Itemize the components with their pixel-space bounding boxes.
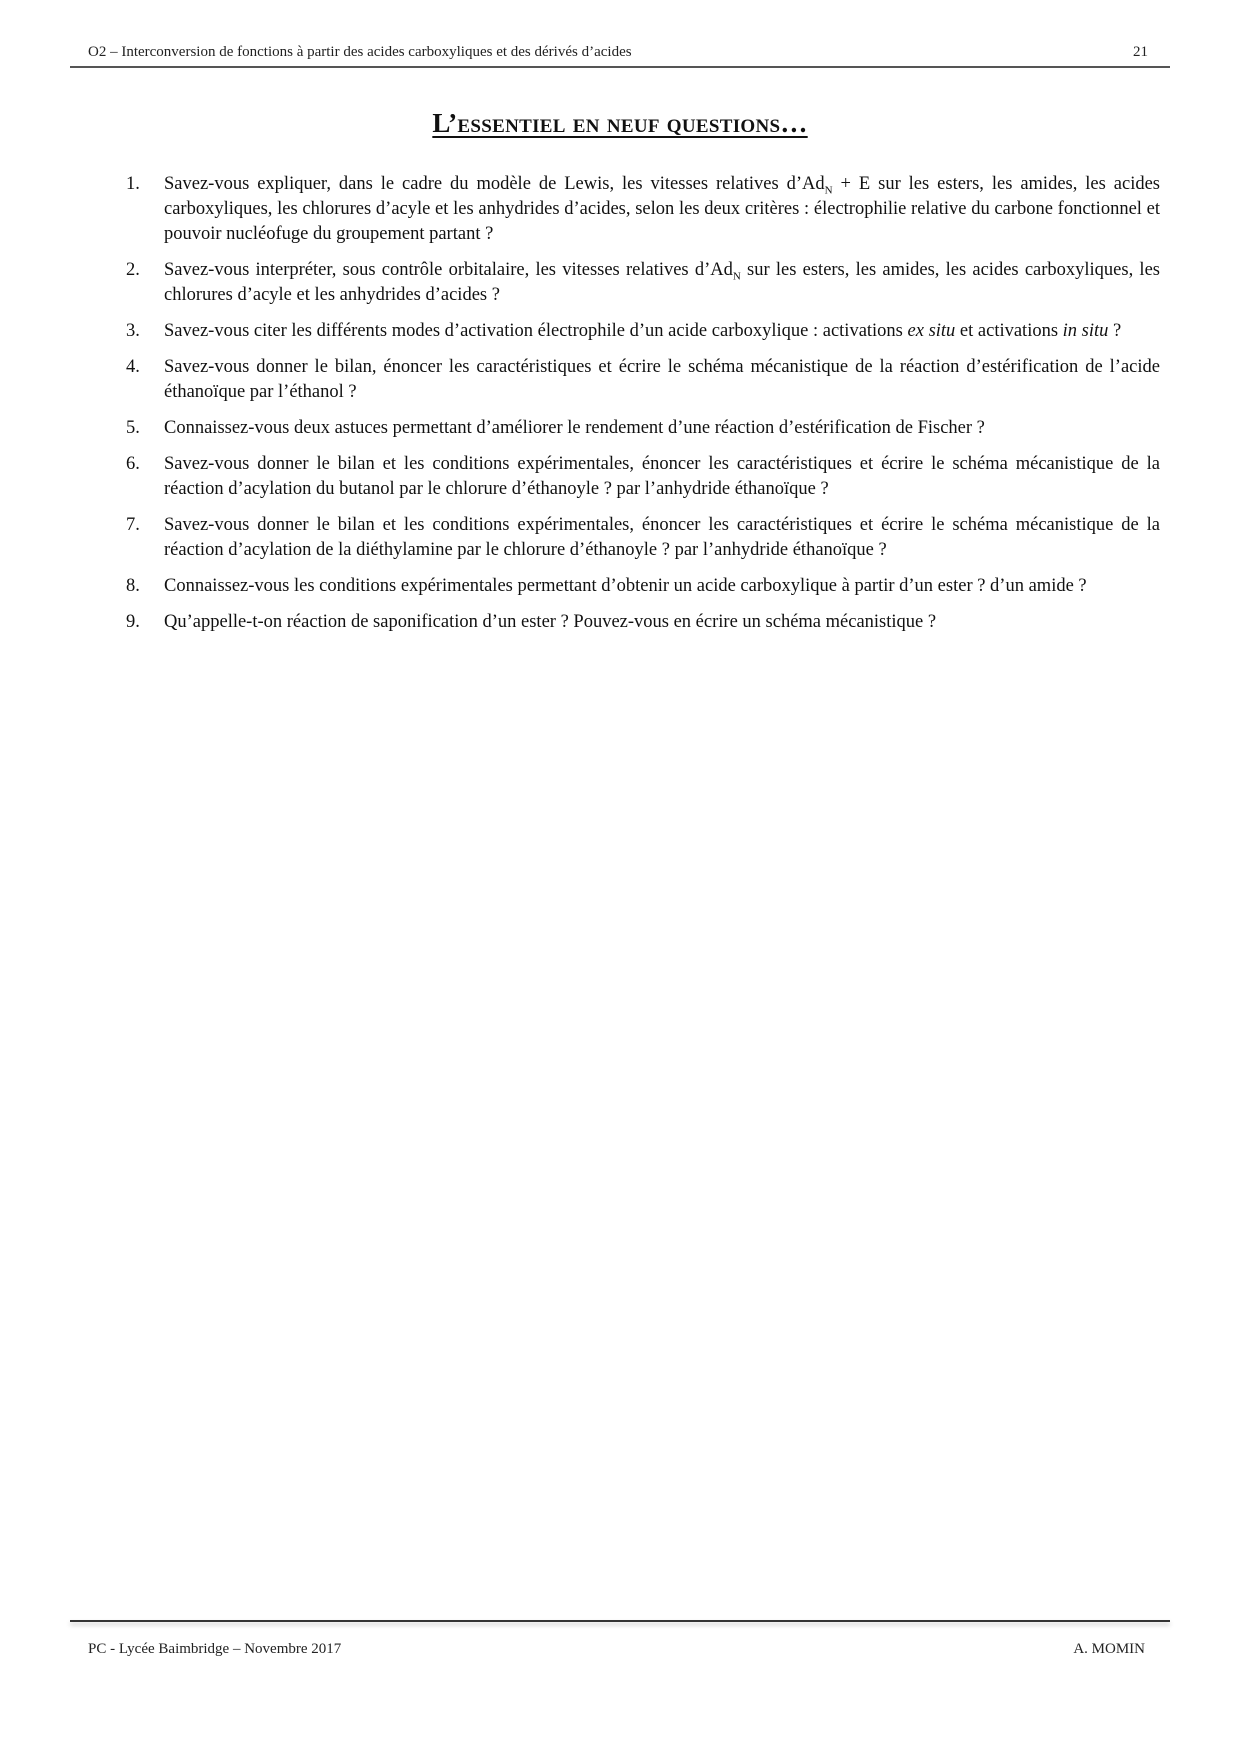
question-text: Savez-vous donner le bilan, énoncer les caractéristiques et écrire le schéma mécanistique de la réaction d’estérification de l’acide éthanoïque par l’éthanol ? — [164, 357, 1160, 402]
question-item — [120, 610, 1160, 635]
question-item — [120, 416, 1160, 441]
question-text: Savez-vous expliquer, dans le cadre du modèle de Lewis, les vitesses relatives $d’Ad_N + E$ sur les esters, les amides, les acides carboxyliques, les chlorures d’acyle et les anhydrides d’acides, selon les deux critères : électrophilie relative du carbone fonctionnel et pouvoir nucléofuge du groupement partant ? — [164, 174, 1161, 244]
footer-author: A. MOMIN — [1073, 1641, 1145, 1657]
section-title — [0, 108, 1240, 139]
question-text: Savez-vous donner le bilan et les conditions expérimentales, énoncer les caractéristiques et écrire le schéma mécanistique de la réaction d’acylation de la diéthylamine par le chlorure d’éthanoyle ? par l’anhydride éthanoïque ? — [164, 515, 1160, 560]
question-list — [120, 172, 1160, 646]
subscript-n: N — [732, 270, 741, 283]
question-item — [120, 172, 1160, 247]
italic-in-situ: in situ — [1062, 321, 1109, 341]
question-item — [120, 513, 1160, 563]
question-item — [120, 355, 1160, 405]
question-text: Connaissez-vous les conditions expérimentales permettant d’obtenir un acide carboxylique à partir d’un ester ? d’un amide ? — [164, 576, 1087, 596]
question-number: 3. — [126, 321, 140, 341]
page-header — [70, 40, 1170, 68]
footer-divider — [70, 1620, 1170, 1622]
question-item — [120, 574, 1160, 599]
italic-ex-situ: ex situ — [907, 321, 956, 341]
question-text: Savez-vous citer les différents modes d’activation électrophile d’un acide carboxylique : activations ex situ et activations in situ ? — [164, 321, 1122, 341]
footer-school-date: PC - Lycée Baimbridge – Novembre 2017 — [88, 1641, 342, 1657]
question-item — [120, 258, 1160, 308]
question-number: 2. — [126, 260, 140, 280]
question-item — [120, 319, 1160, 344]
question-number: 8. — [126, 576, 140, 596]
chapter-title: O2 – Interconversion de fonctions à partir des acides carboxyliques et des dérivés d’acides — [88, 44, 632, 60]
question-number: 1. — [126, 174, 140, 194]
section-title-text: L’essentiel en neuf questions… — [432, 108, 808, 138]
subscript-n: N — [824, 184, 833, 197]
question-number: 9. — [126, 612, 140, 632]
question-number: 4. — [126, 357, 140, 377]
question-number: 5. — [126, 418, 140, 438]
question-text: Savez-vous interpréter, sous contrôle orbitalaire, les vitesses relatives $d’Ad_N$ sur les esters, les amides, les acides carboxyliques, les chlorures d’acyle et les anhydrides d’acides ? — [164, 260, 1160, 305]
question-text: Qu’appelle-t-on réaction de saponification d’un ester ? Pouvez-vous en écrire un schéma mécanistique ? — [164, 612, 937, 632]
question-item — [120, 452, 1160, 502]
question-text: Savez-vous donner le bilan et les conditions expérimentales, énoncer les caractéristiques et écrire le schéma mécanistique de la réaction d’acylation du butanol par le chlorure d’éthanoyle ? par l’anhydride éthanoïque ? — [164, 454, 1160, 499]
question-text: Connaissez-vous deux astuces permettant d’améliorer le rendement d’une réaction d’estérification de Fischer ? — [164, 418, 985, 438]
question-number: 6. — [126, 454, 140, 474]
question-number: 7. — [126, 515, 140, 535]
page-number: 21 — [1133, 44, 1148, 60]
